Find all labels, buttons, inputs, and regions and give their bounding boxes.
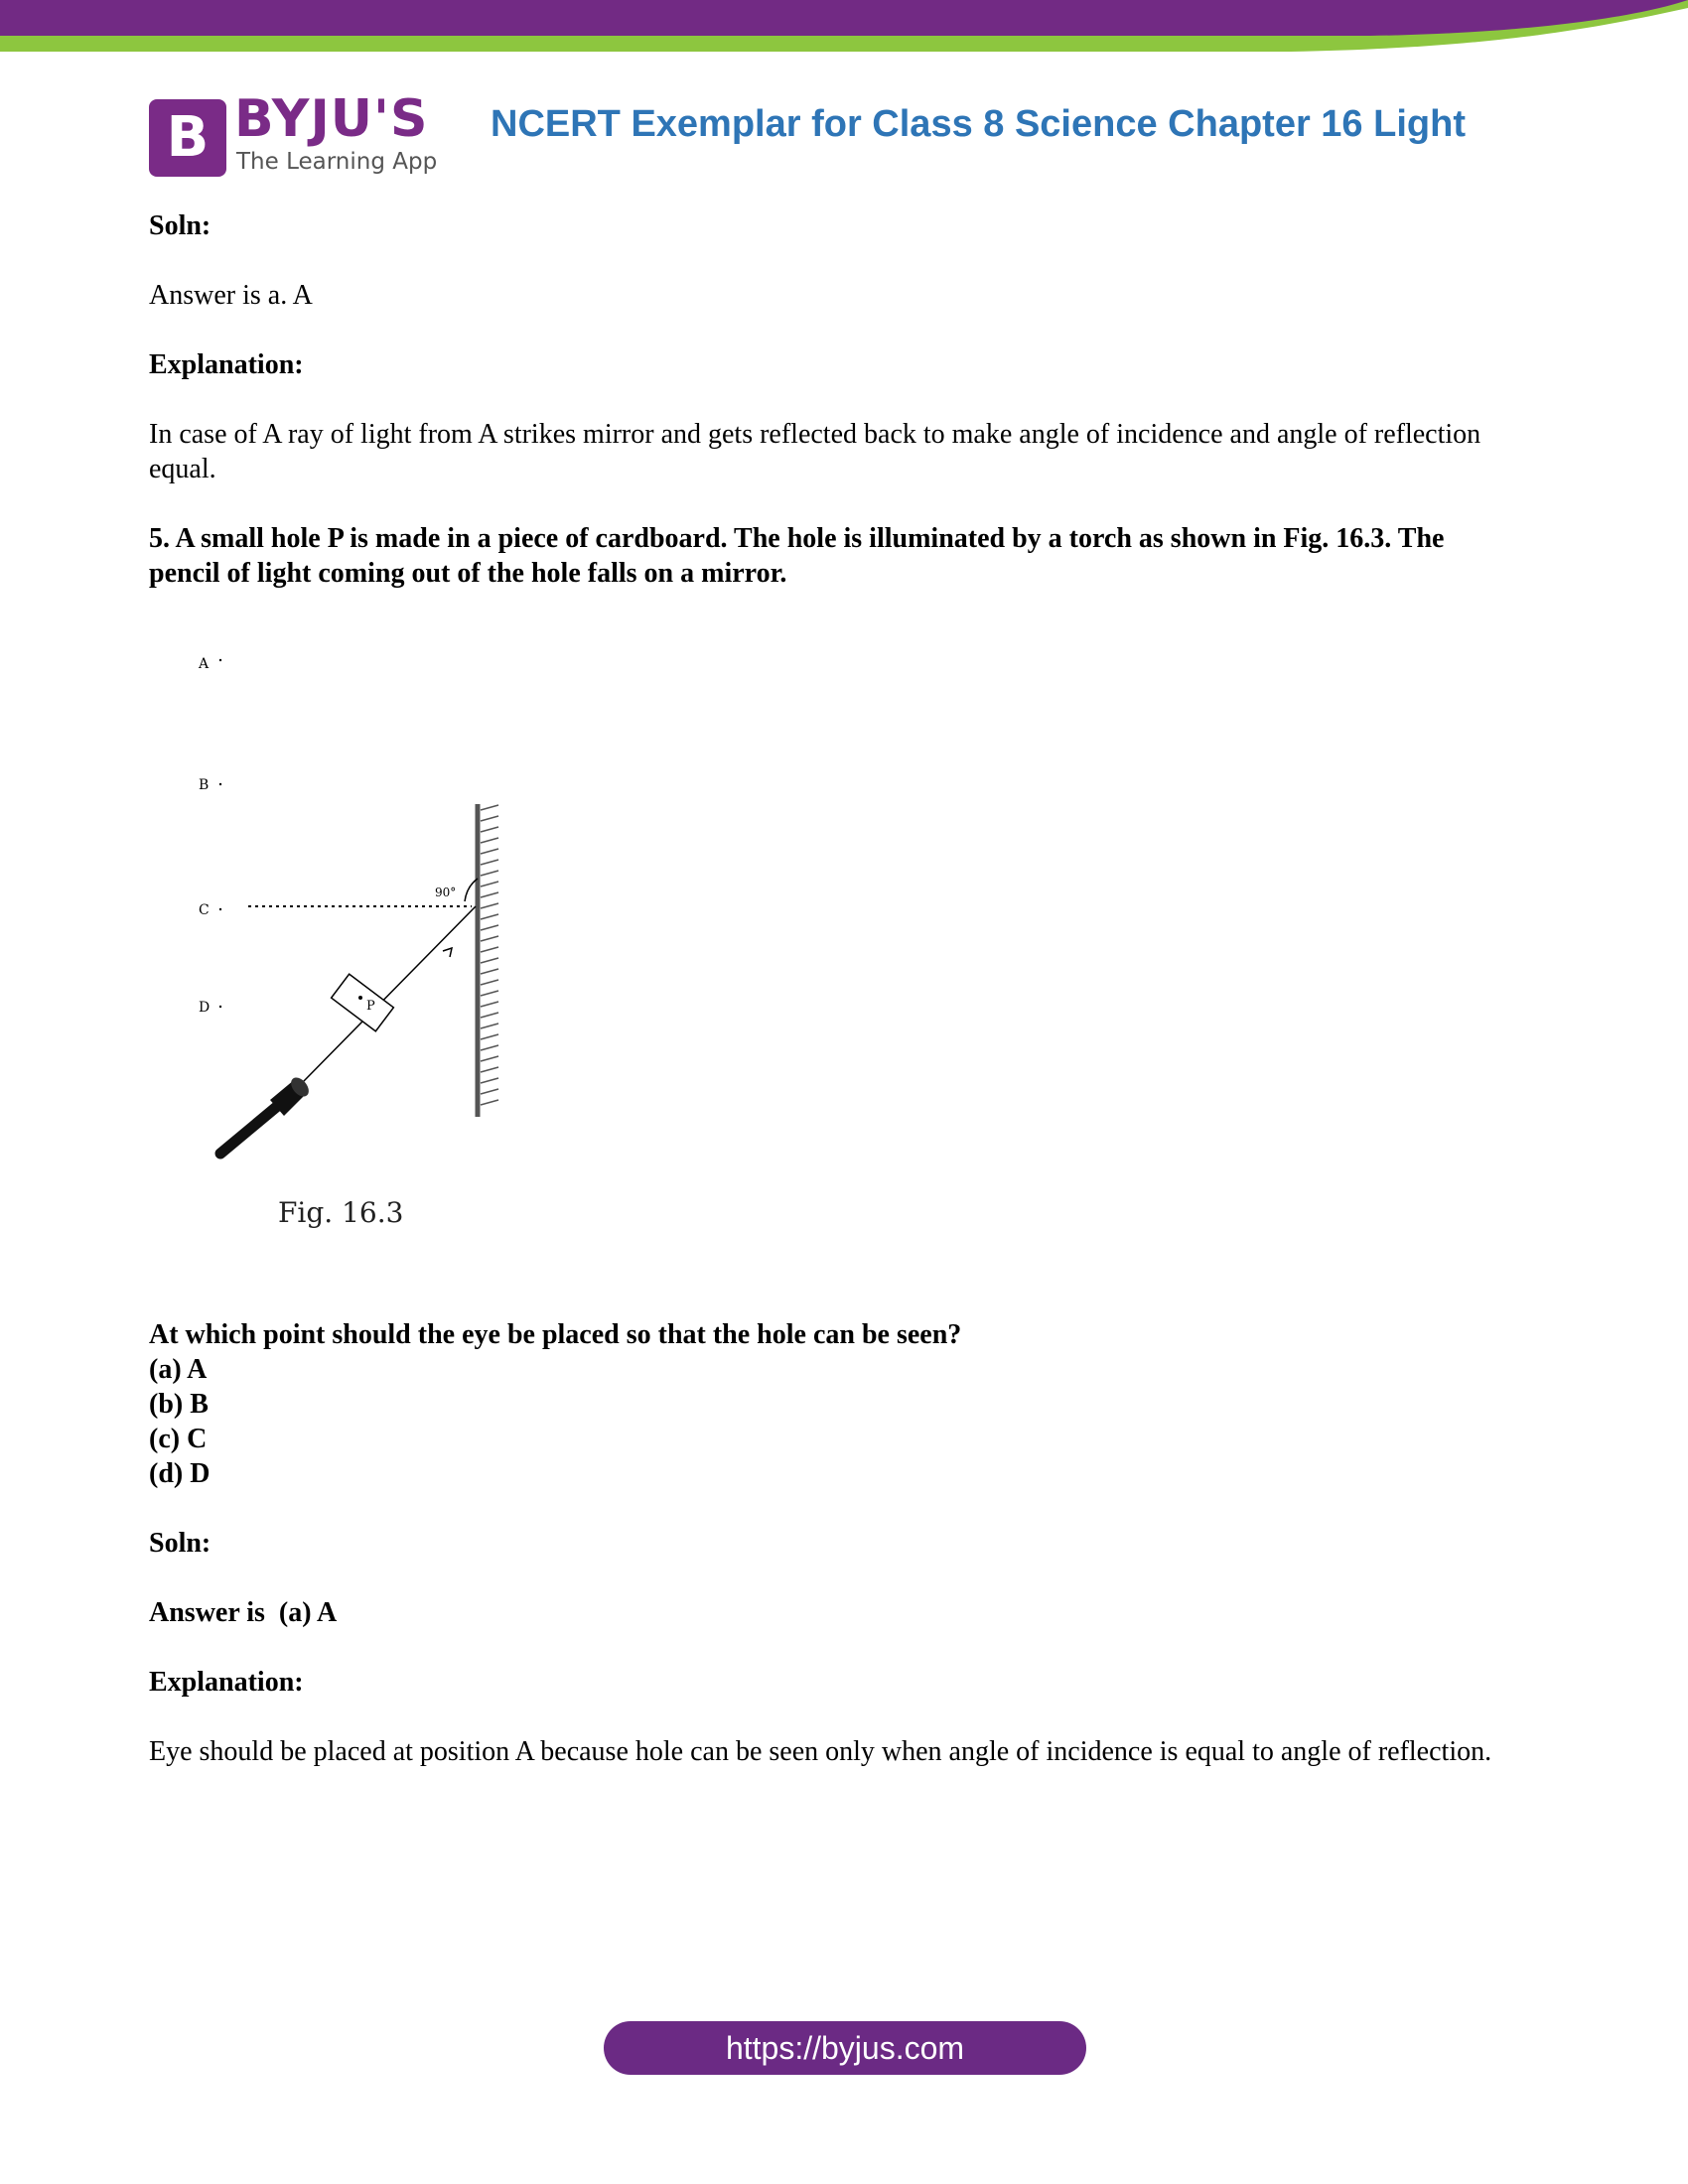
light-ray (303, 906, 476, 1082)
option-a: (a) A (149, 1354, 208, 1385)
top-color-band (0, 0, 1688, 60)
point-label-c: C (199, 902, 210, 918)
point-label-b: B (199, 777, 210, 793)
brand-tagline: The Learning App (236, 149, 438, 175)
cardboard (332, 974, 394, 1031)
document-title: NCERT Exemplar for Class 8 Science Chapter 16 Light (491, 103, 1466, 145)
explanation-label: Explanation: (149, 349, 304, 380)
question-prompt: At which point should the eye be placed so that the hole can be seen? (149, 1319, 962, 1350)
option-c: (c) C (149, 1424, 208, 1454)
content-upper (149, 208, 1519, 591)
brand-name: BYJU'S (234, 89, 429, 149)
explanation-text: In case of A ray of light from A strikes mirror and gets reflected back to make angle of incidence and angle of reflection equal. (149, 419, 1481, 484)
hole-p-dot (358, 996, 362, 1000)
explanation-text-2: Eye should be placed at position A because hole can be seen only when angle of incidence is equal to angle of reflection. (149, 1736, 1492, 1767)
torch-icon (220, 1074, 312, 1154)
hole-label: P (366, 999, 375, 1014)
figure-diagram (149, 635, 606, 1171)
option-b: (b) B (149, 1389, 209, 1420)
footer-url: https://byjus.com (725, 2030, 965, 2066)
answer-text: Answer is a. A (149, 280, 313, 311)
soln-label: Soln: (149, 210, 211, 241)
point-label-a: A (199, 656, 210, 672)
soln-label-2: Soln: (149, 1528, 211, 1559)
point-label-d: D (199, 1000, 211, 1016)
figure-caption: Fig. 16.3 (278, 1196, 404, 1229)
figure-16-3 (149, 635, 606, 1251)
mirror-hatching (481, 805, 498, 1105)
answer-text-2: Answer is (a) A (149, 1597, 338, 1628)
content-lower (149, 1317, 1519, 1769)
logo-letter: B (166, 105, 210, 170)
ray-arrowhead (443, 948, 452, 957)
angle-label: 90° (435, 886, 457, 899)
explanation-label-2: Explanation: (149, 1667, 304, 1698)
logo-badge (149, 99, 226, 177)
option-d: (d) D (149, 1458, 211, 1489)
question-5-text: 5. A small hole P is made in a piece of cardboard. The hole is illuminated by a torch as shown in Fig. 16.3. The pencil of light coming out of the hole falls on a mirror. (149, 523, 1445, 589)
page-header (149, 89, 1539, 185)
footer-url-button[interactable] (604, 2021, 1086, 2075)
